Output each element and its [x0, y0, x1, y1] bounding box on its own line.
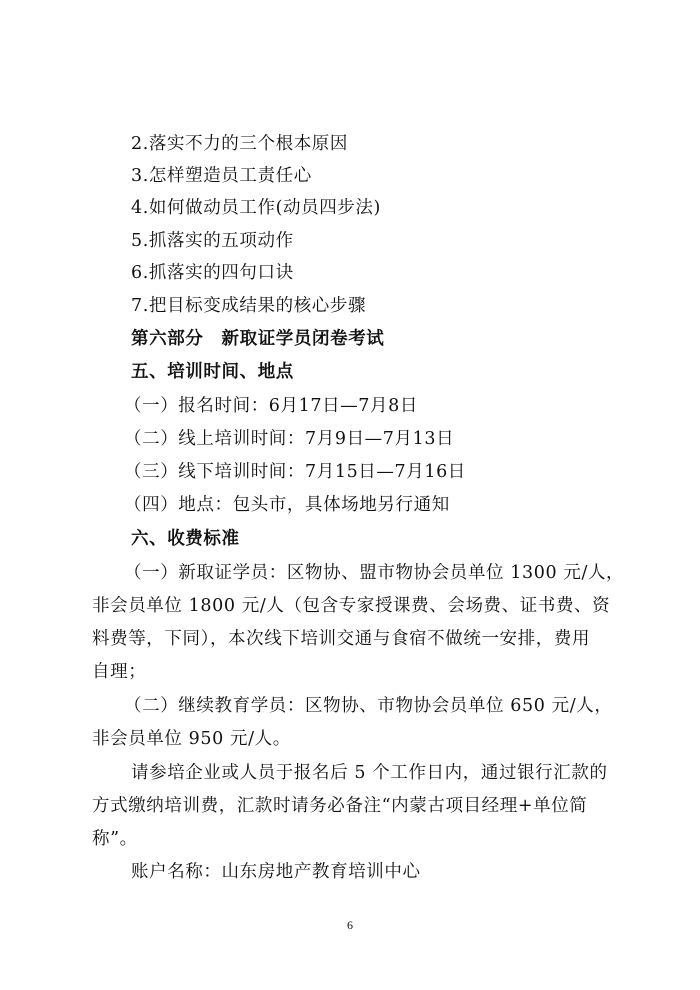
fee-paragraph-2-line: （二）继续教育学员：区物协、市物协会员单位 650 元/人， [124, 696, 613, 716]
part6-heading: 第六部分 新取证学员闭卷考试 [131, 329, 385, 349]
schedule-item-online-training: （二）线上培训时间：7月9日—7月13日 [124, 429, 455, 449]
section5-heading: 五、培训时间、地点 [131, 362, 294, 382]
section6-heading: 六、收费标准 [131, 529, 240, 549]
schedule-item-registration: （一）报名时间：6月17日—7月8日 [124, 396, 418, 416]
payment-paragraph-line: 称”。 [92, 829, 138, 849]
list-item: 6.抓落实的四句口诀 [131, 263, 294, 283]
list-item: 5.抓落实的五项动作 [131, 231, 294, 251]
schedule-item-location: （四）地点：包头市，具体场地另行通知 [124, 495, 450, 515]
payment-paragraph-line: 方式缴纳培训费，汇款时请务必备注“内蒙古项目经理+单位简 [92, 796, 588, 816]
payment-paragraph-line: 请参培企业或人员于报名后 5 个工作日内，通过银行汇款的 [131, 763, 608, 783]
page-number: 6 [347, 918, 353, 932]
fee-paragraph-2-line: 非会员单位 950 元/人。 [92, 729, 291, 749]
fee-paragraph-1-line: 自理； [92, 662, 147, 682]
list-item: 3.怎样塑造员工责任心 [131, 166, 312, 186]
schedule-item-offline-training: （三）线下培训时间：7月15日—7月16日 [124, 462, 466, 482]
fee-paragraph-1-line: 料费等，下同），本次线下培训交通与食宿不做统一安排，费用 [92, 629, 591, 649]
list-item: 2.落实不力的三个根本原因 [131, 134, 348, 154]
list-item: 4.如何做动员工作(动员四步法) [131, 198, 381, 218]
fee-paragraph-1-line: 非会员单位 1800 元/人（包含专家授课费、会场费、证书费、资 [92, 596, 611, 616]
account-name: 账户名称：山东房地产教育培训中心 [131, 862, 421, 882]
fee-paragraph-1-line: （一）新取证学员：区物协、盟市物协会员单位 1300 元/人， [124, 563, 625, 583]
list-item: 7.把目标变成结果的核心步骤 [131, 296, 367, 316]
